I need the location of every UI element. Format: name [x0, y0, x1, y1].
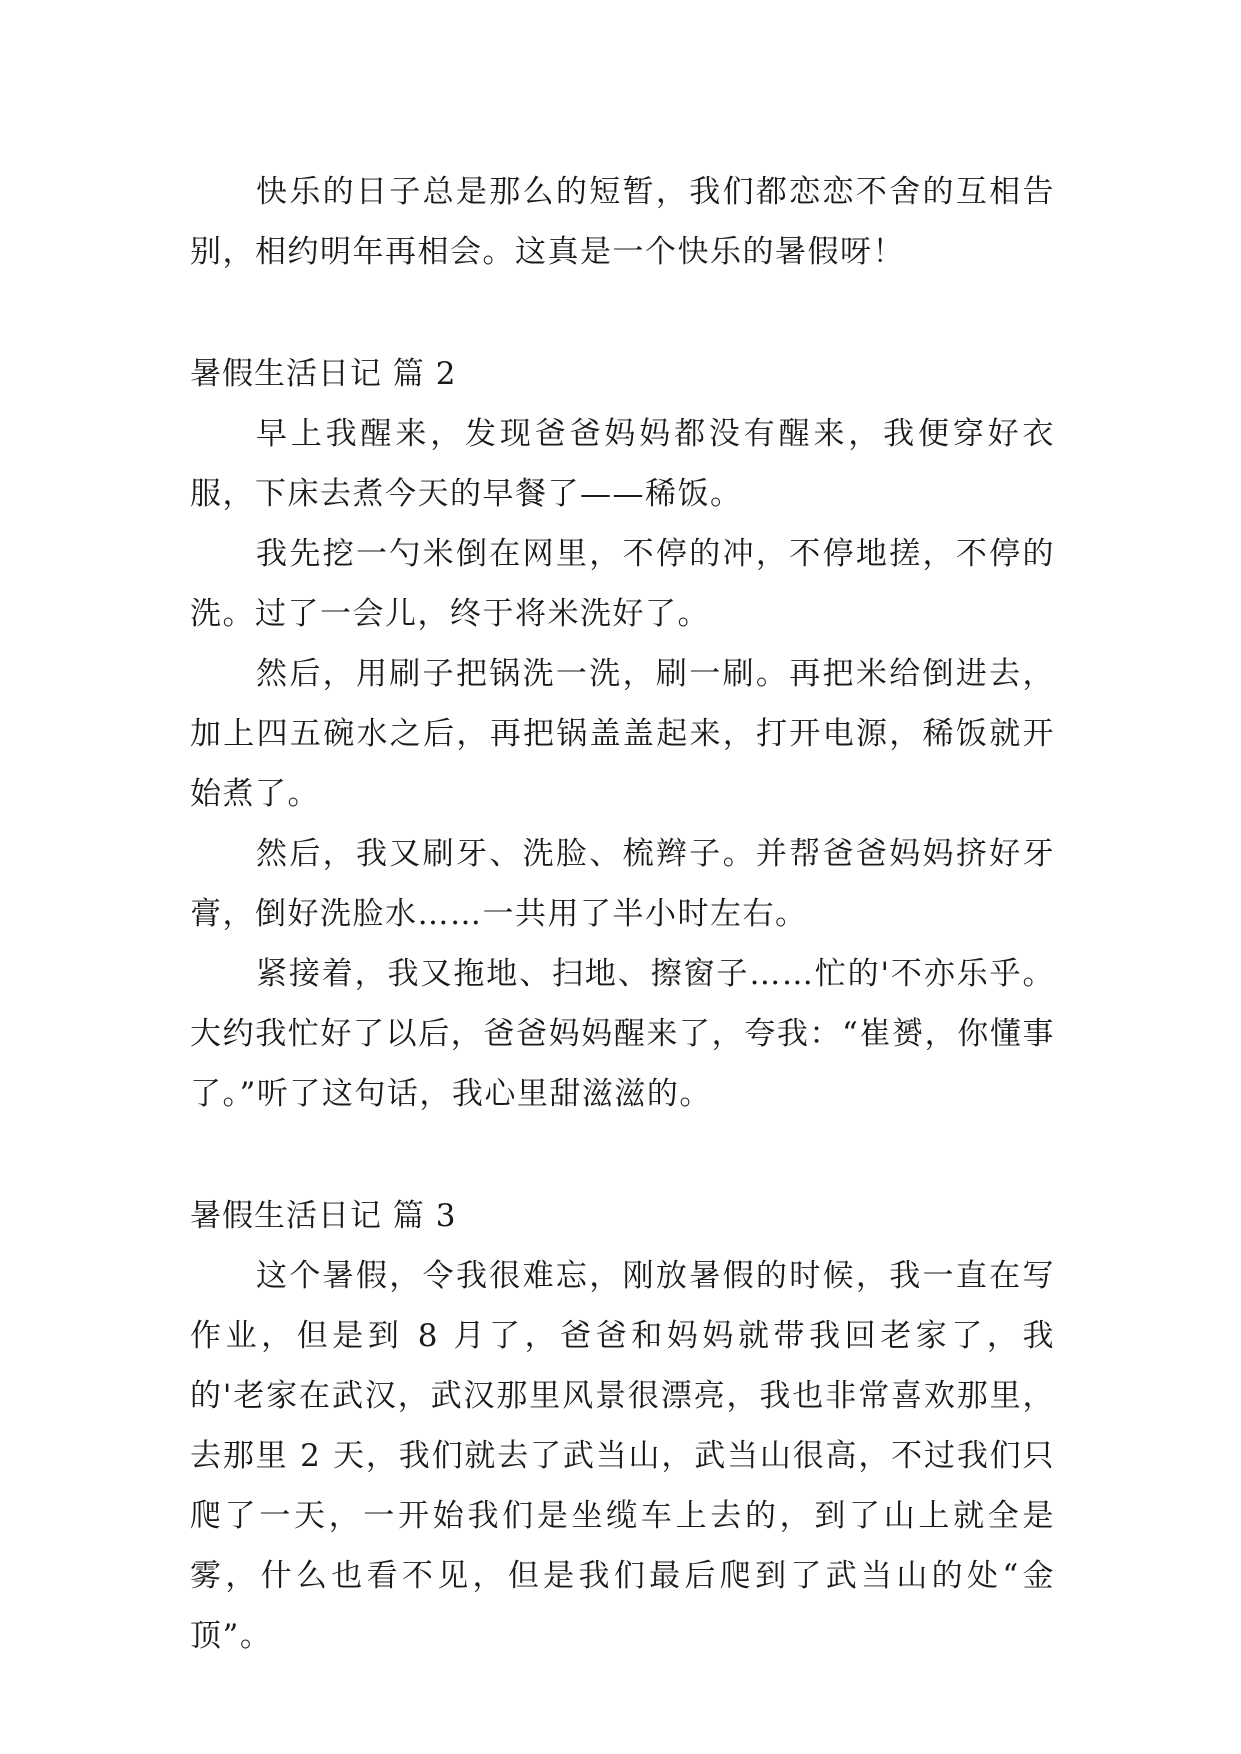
- section-heading: 暑假生活日记 篇 2: [190, 356, 457, 392]
- document-body: [190, 162, 1055, 1666]
- section-spacer: [190, 282, 1055, 344]
- paragraph: 这个暑假，令我很难忘，刚放暑假的时候，我一直在写作业，但是到 8 月了，爸爸和妈妈就带我回老家了，我的'老家在武汉，武汉那里风景很漂亮，我也非常喜欢那里，去那里 2 天，我们就去了武当山，武当山很高，不过我们只爬了一天，一开始我们是坐缆车上去的，到了山上就全是雾，什么也看不见，但是我们最后爬到了武当山的处“金顶”。: [190, 1258, 1055, 1654]
- section-heading: 暑假生活日记 篇 3: [190, 1198, 457, 1234]
- paragraph: 然后，我又刷牙、洗脸、梳辫子。并帮爸爸妈妈挤好牙膏，倒好洗脸水……一共用了半小时左右。: [190, 836, 1055, 932]
- paragraph: 然后，用刷子把锅洗一洗，刷一刷。再把米给倒进去，加上四五碗水之后，再把锅盖盖起来，打开电源，稀饭就开始煮了。: [190, 656, 1055, 812]
- paragraph: 早上我醒来，发现爸爸妈妈都没有醒来，我便穿好衣服，下床去煮今天的早餐了——稀饭。: [190, 416, 1055, 512]
- paragraph: 我先挖一勺米倒在网里，不停的冲，不停地搓，不停的洗。过了一会儿，终于将米洗好了。: [190, 536, 1055, 632]
- section-spacer: [190, 1124, 1055, 1186]
- paragraph: 紧接着，我又拖地、扫地、擦窗子……忙的'不亦乐乎。大约我忙好了以后，爸爸妈妈醒来了，夸我：“崔赟，你懂事了。”听了这句话，我心里甜滋滋的。: [190, 956, 1055, 1112]
- paragraph: 快乐的日子总是那么的短暂，我们都恋恋不舍的互相告别，相约明年再相会。这真是一个快乐的暑假呀！: [190, 174, 1055, 270]
